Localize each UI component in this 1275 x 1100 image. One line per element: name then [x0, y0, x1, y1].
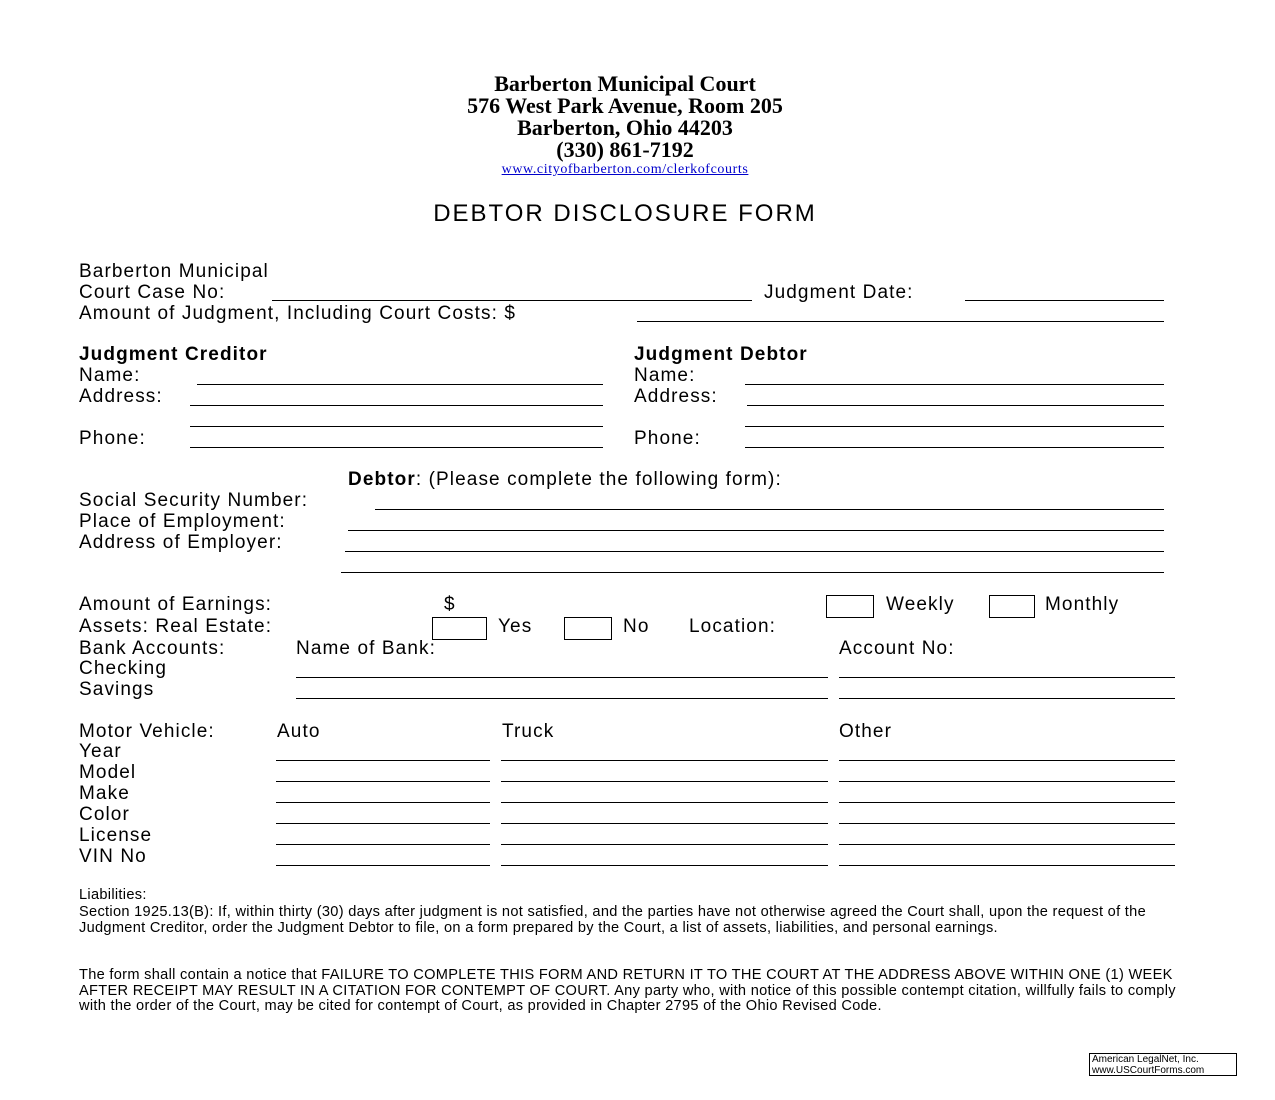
- real-estate-label: Assets: Real Estate:: [79, 616, 273, 637]
- location-label: Location:: [689, 616, 777, 637]
- real-estate-no-label: No: [623, 616, 650, 637]
- debtor-address-label: Address:: [634, 386, 718, 407]
- auto-color-field[interactable]: [276, 823, 490, 824]
- other-vin-field[interactable]: [839, 865, 1175, 866]
- debtor-address-field-2[interactable]: [745, 426, 1164, 427]
- court-label: Barberton Municipal: [79, 261, 269, 282]
- debtor-name-field[interactable]: [745, 384, 1164, 385]
- court-website-link[interactable]: www.cityofbarberton.com/clerkofcourts: [501, 162, 749, 177]
- ssn-label: Social Security Number:: [79, 490, 309, 511]
- bank-name-header: Name of Bank:: [296, 638, 436, 659]
- publisher-name: American LegalNet, Inc.: [1092, 1054, 1199, 1065]
- creditor-address-label: Address:: [79, 386, 163, 407]
- other-color-field[interactable]: [839, 823, 1175, 824]
- creditor-address-field[interactable]: [190, 405, 603, 406]
- debtor-section-bold: Debtor: [348, 469, 416, 490]
- earnings-currency: $: [444, 594, 456, 615]
- motor-vehicle-label: Motor Vehicle:: [79, 721, 215, 742]
- auto-license-field[interactable]: [276, 844, 490, 845]
- vehicle-col-auto: Auto: [277, 721, 321, 742]
- auto-model-field[interactable]: [276, 781, 490, 782]
- other-make-field[interactable]: [839, 802, 1175, 803]
- savings-bank-name-field[interactable]: [296, 698, 828, 699]
- amount-field[interactable]: [637, 321, 1164, 322]
- employer-address-label: Address of Employer:: [79, 532, 283, 553]
- creditor-phone-label: Phone:: [79, 428, 146, 449]
- liabilities-notice-text: The form shall contain a notice that FAILURE TO COMPLETE THIS FORM AND RETURN IT TO THE COURT AT THE ADDRESS ABOVE WITHIN ONE (1) WEEK AFTER RECEIPT MAY RESULT IN A CITATION FOR CONTEMPT OF COURT. Any party who, with notice of this possible contempt citation, willfully fails to comply with the order of the Court, may be cited for contempt of Court, as provided in Chapter 2795 of the Ohio Revised Code.: [79, 967, 1176, 1014]
- employer-address-field-2[interactable]: [341, 572, 1164, 573]
- truck-year-field[interactable]: [501, 760, 828, 761]
- case-no-field[interactable]: [272, 300, 752, 301]
- weekly-checkbox[interactable]: [826, 595, 874, 618]
- liabilities-label: Liabilities:: [79, 887, 147, 903]
- other-model-field[interactable]: [839, 781, 1175, 782]
- bank-accounts-label: Bank Accounts:: [79, 638, 226, 659]
- truck-model-field[interactable]: [501, 781, 828, 782]
- liabilities-section-text: Section 1925.13(B): If, within thirty (30) days after judgment is not satisfied, and the parties have not otherwise agreed the Court shall, upon the request of the Judgment Creditor, order the Judgment Debtor to file, on a form prepared by the Court, a list of assets, liabilities, and personal earnings.: [79, 904, 1146, 936]
- debtor-name-label: Name:: [634, 365, 696, 386]
- vehicle-row-model: Model: [79, 762, 137, 783]
- vehicle-row-make: Make: [79, 783, 130, 804]
- real-estate-yes-checkbox[interactable]: [432, 617, 487, 640]
- vehicle-row-color: Color: [79, 804, 130, 825]
- court-phone: (330) 861-7192: [556, 137, 694, 162]
- other-year-field[interactable]: [839, 760, 1175, 761]
- debtor-phone-label: Phone:: [634, 428, 701, 449]
- creditor-name-field[interactable]: [197, 384, 603, 385]
- debtor-phone-field[interactable]: [745, 447, 1164, 448]
- vehicle-col-truck: Truck: [502, 721, 555, 742]
- earnings-label: Amount of Earnings:: [79, 594, 273, 615]
- savings-label: Savings: [79, 679, 155, 700]
- court-city: Barberton, Ohio 44203: [517, 115, 733, 140]
- truck-license-field[interactable]: [501, 844, 828, 845]
- real-estate-no-checkbox[interactable]: [564, 617, 612, 640]
- truck-color-field[interactable]: [501, 823, 828, 824]
- auto-make-field[interactable]: [276, 802, 490, 803]
- truck-vin-field[interactable]: [501, 865, 828, 866]
- checking-label: Checking: [79, 658, 168, 679]
- case-no-label: Court Case No:: [79, 282, 226, 303]
- truck-make-field[interactable]: [501, 802, 828, 803]
- debtor-section-heading: [348, 469, 782, 491]
- ssn-field[interactable]: [375, 509, 1164, 510]
- employment-field[interactable]: [348, 530, 1164, 531]
- judgment-date-field[interactable]: [965, 300, 1164, 301]
- other-license-field[interactable]: [839, 844, 1175, 845]
- employer-address-field[interactable]: [345, 551, 1164, 552]
- form-title: DEBTOR DISCLOSURE FORM: [433, 200, 817, 227]
- publisher-website: www.USCourtForms.com: [1092, 1065, 1205, 1076]
- savings-account-field[interactable]: [839, 698, 1175, 699]
- auto-year-field[interactable]: [276, 760, 490, 761]
- monthly-checkbox[interactable]: [989, 595, 1035, 618]
- account-no-header: Account No:: [839, 638, 955, 659]
- checking-bank-name-field[interactable]: [296, 677, 828, 678]
- debtor-address-field[interactable]: [747, 405, 1164, 406]
- employment-label: Place of Employment:: [79, 511, 286, 532]
- auto-vin-field[interactable]: [276, 865, 490, 866]
- debtor-heading: Judgment Debtor: [634, 344, 808, 365]
- monthly-label: Monthly: [1045, 594, 1120, 615]
- vehicle-row-vin: VIN No: [79, 846, 147, 867]
- checking-account-field[interactable]: [839, 677, 1175, 678]
- creditor-heading: Judgment Creditor: [79, 344, 268, 365]
- publisher-stamp: [1089, 1053, 1237, 1076]
- debtor-section-instructions: : (Please complete the following form):: [415, 469, 782, 490]
- judgment-date-label: Judgment Date:: [764, 282, 914, 303]
- vehicle-row-year: Year: [79, 741, 122, 762]
- creditor-address-field-2[interactable]: [190, 426, 603, 427]
- amount-label: Amount of Judgment, Including Court Costs: $: [79, 303, 517, 324]
- vehicle-col-other: Other: [839, 721, 893, 742]
- creditor-name-label: Name:: [79, 365, 141, 386]
- court-name: Barberton Municipal Court: [494, 71, 756, 96]
- real-estate-yes-label: Yes: [498, 616, 533, 637]
- vehicle-row-license: License: [79, 825, 153, 846]
- creditor-phone-field[interactable]: [190, 447, 603, 448]
- court-address: 576 West Park Avenue, Room 205: [467, 93, 783, 118]
- weekly-label: Weekly: [886, 594, 955, 615]
